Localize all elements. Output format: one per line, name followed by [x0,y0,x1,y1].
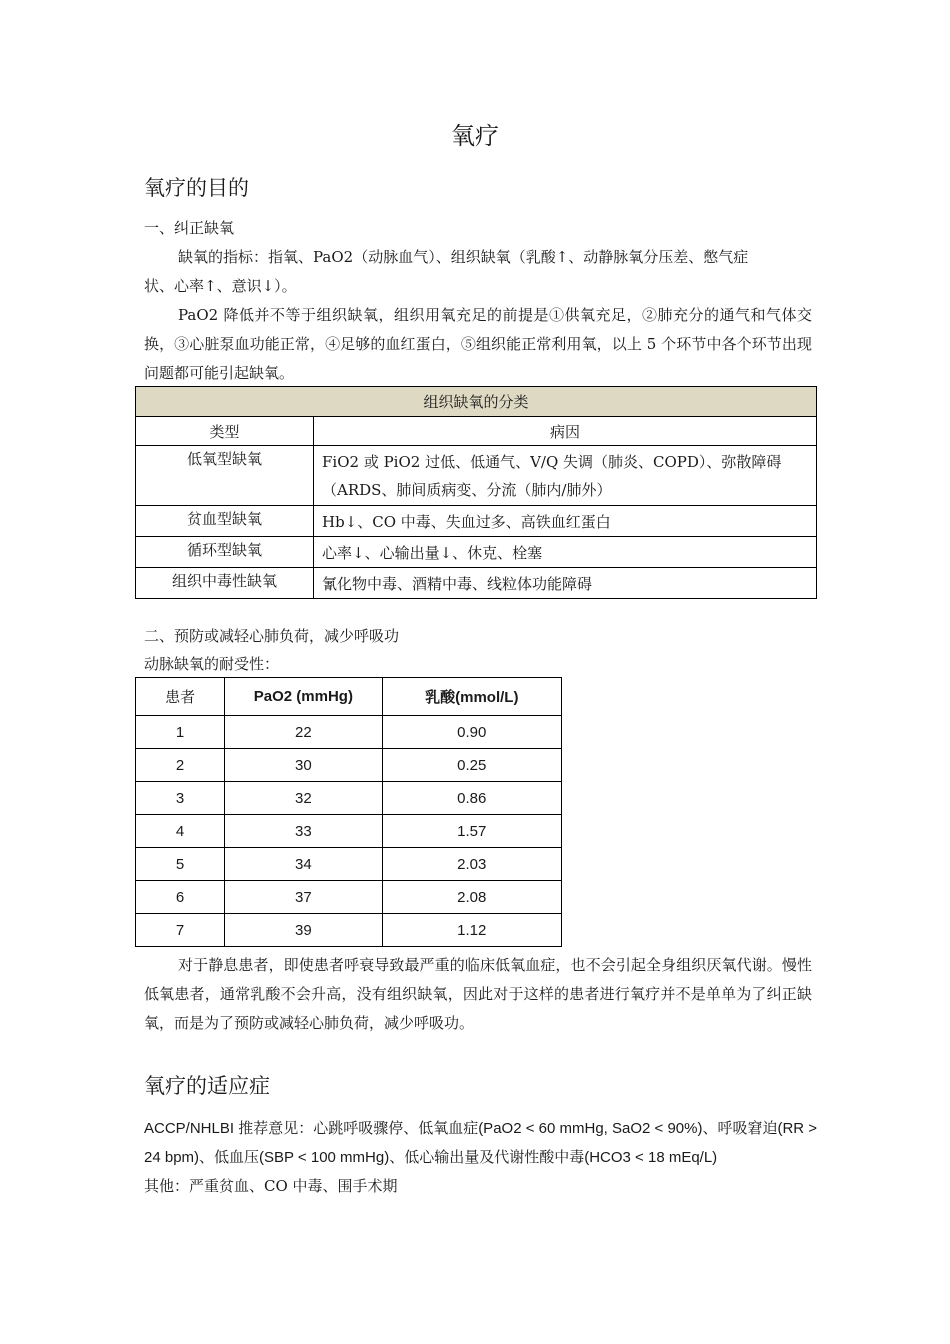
table-row [136,537,817,568]
table-cell: 0.86 [382,782,561,815]
table-cell-cause: 心率↓、心输出量↓、休克、栓塞 [314,537,817,568]
table-header-type: 类型 [136,417,314,446]
table-cell-cause: Hb↓、CO 中毒、失血过多、高铁血红蛋白 [314,506,817,537]
table-header-lactate: 乳酸(mmol/L) [382,678,561,716]
table-cell-type: 低氧型缺氧 [136,446,314,506]
indications-other: 其他：严重贫血、CO 中毒、围手术期 [144,1177,398,1195]
section-heading-purpose: 氧疗的目的 [144,176,249,200]
table-cell: 7 [136,914,225,947]
table-cell: 2 [136,749,225,782]
table-cell: 2.03 [382,848,561,881]
table-header-cause: 病因 [314,417,817,446]
table-cell: 4 [136,815,225,848]
hypoxia-classification-table [135,386,817,599]
table-row [136,749,562,782]
table-cell-type: 组织中毒性缺氧 [136,568,314,599]
table-cell-type: 贫血型缺氧 [136,506,314,537]
table-caption: 组织缺氧的分类 [136,387,817,417]
item-correct-hypoxia: 一、纠正缺氧 [144,219,235,237]
table-cell: 1 [136,716,225,749]
table-cell: 0.90 [382,716,561,749]
table-row [136,815,562,848]
paragraph-pao2-explanation: PaO2 降低并不等于组织缺氧，组织用氧充足的前提是①供氧充足，②肺充分的通气和气体交换，③心脏泵血功能正常，④足够的血红蛋白，⑤组织能正常利用氧，以上 5 个环节中各个环节出现问题都可能引起缺氧。 [144,306,812,382]
table-cell: 6 [136,881,225,914]
table-cell: 2.08 [382,881,561,914]
table-row [136,568,817,599]
indications-line1: ACCP/NHLBI 推荐意见：心跳呼吸骤停、低氧血症(PaO2 < 60 mmHg, SaO2 < 90%)、呼吸窘迫(RR > [144,1120,818,1137]
section-heading-indications: 氧疗的适应症 [144,1074,270,1098]
table-row [136,716,562,749]
indications-line2: 24 bpm)、低血压(SBP < 100 mmHg)、低心输出量及代谢性酸中毒(HCO3 < 18 mEq/L) [144,1149,718,1166]
table-row [136,914,562,947]
table-cell: 3 [136,782,225,815]
table-cell: 37 [225,881,382,914]
table-cell-type: 循环型缺氧 [136,537,314,568]
tolerance-table [135,677,562,947]
table-row [136,848,562,881]
paragraph-hypoxia-indicators-line2: 状、心率↑、意识↓）。 [144,277,297,295]
table-cell-cause: 氰化物中毒、酒精中毒、线粒体功能障碍 [314,568,817,599]
table-cell: 22 [225,716,382,749]
table-cell: 39 [225,914,382,947]
item-reduce-load: 二、预防或减轻心肺负荷，减少呼吸功 [144,627,400,645]
table-cell: 32 [225,782,382,815]
table-cell: 1.57 [382,815,561,848]
tolerance-label: 动脉缺氧的耐受性： [144,655,280,673]
page-title: 氧疗 [451,122,499,150]
table-row [136,782,562,815]
paragraph-hypoxia-indicators-line1: 缺氧的指标：指氧、PaO2（动脉血气）、组织缺氧（乳酸↑、动静脉氧分压差、憋气症 [178,248,749,266]
table-header-pao2: PaO2 (mmHg) [225,678,382,716]
table-cell: 0.25 [382,749,561,782]
table-cell: 1.12 [382,914,561,947]
table-row [136,446,817,506]
table-row [136,881,562,914]
table-row [136,506,817,537]
table-cell-cause: FiO2 或 PiO2 过低、低通气、V/Q 失调（肺炎、COPD）、弥散障碍（ARDS、肺间质病变、分流（肺内/肺外） [314,446,817,506]
table-header-patient: 患者 [136,678,225,716]
table-cell: 34 [225,848,382,881]
table-cell: 5 [136,848,225,881]
paragraph-resting-patients: 对于静息患者，即使患者呼衰导致最严重的临床低氧血症，也不会引起全身组织厌氧代谢。慢性低氧患者，通常乳酸不会升高，没有组织缺氧，因此对于这样的患者进行氧疗并不是单单为了纠正缺氧，而是为了预防或减轻心肺负荷，减少呼吸功。 [144,956,812,1032]
table-cell: 30 [225,749,382,782]
table-cell: 33 [225,815,382,848]
